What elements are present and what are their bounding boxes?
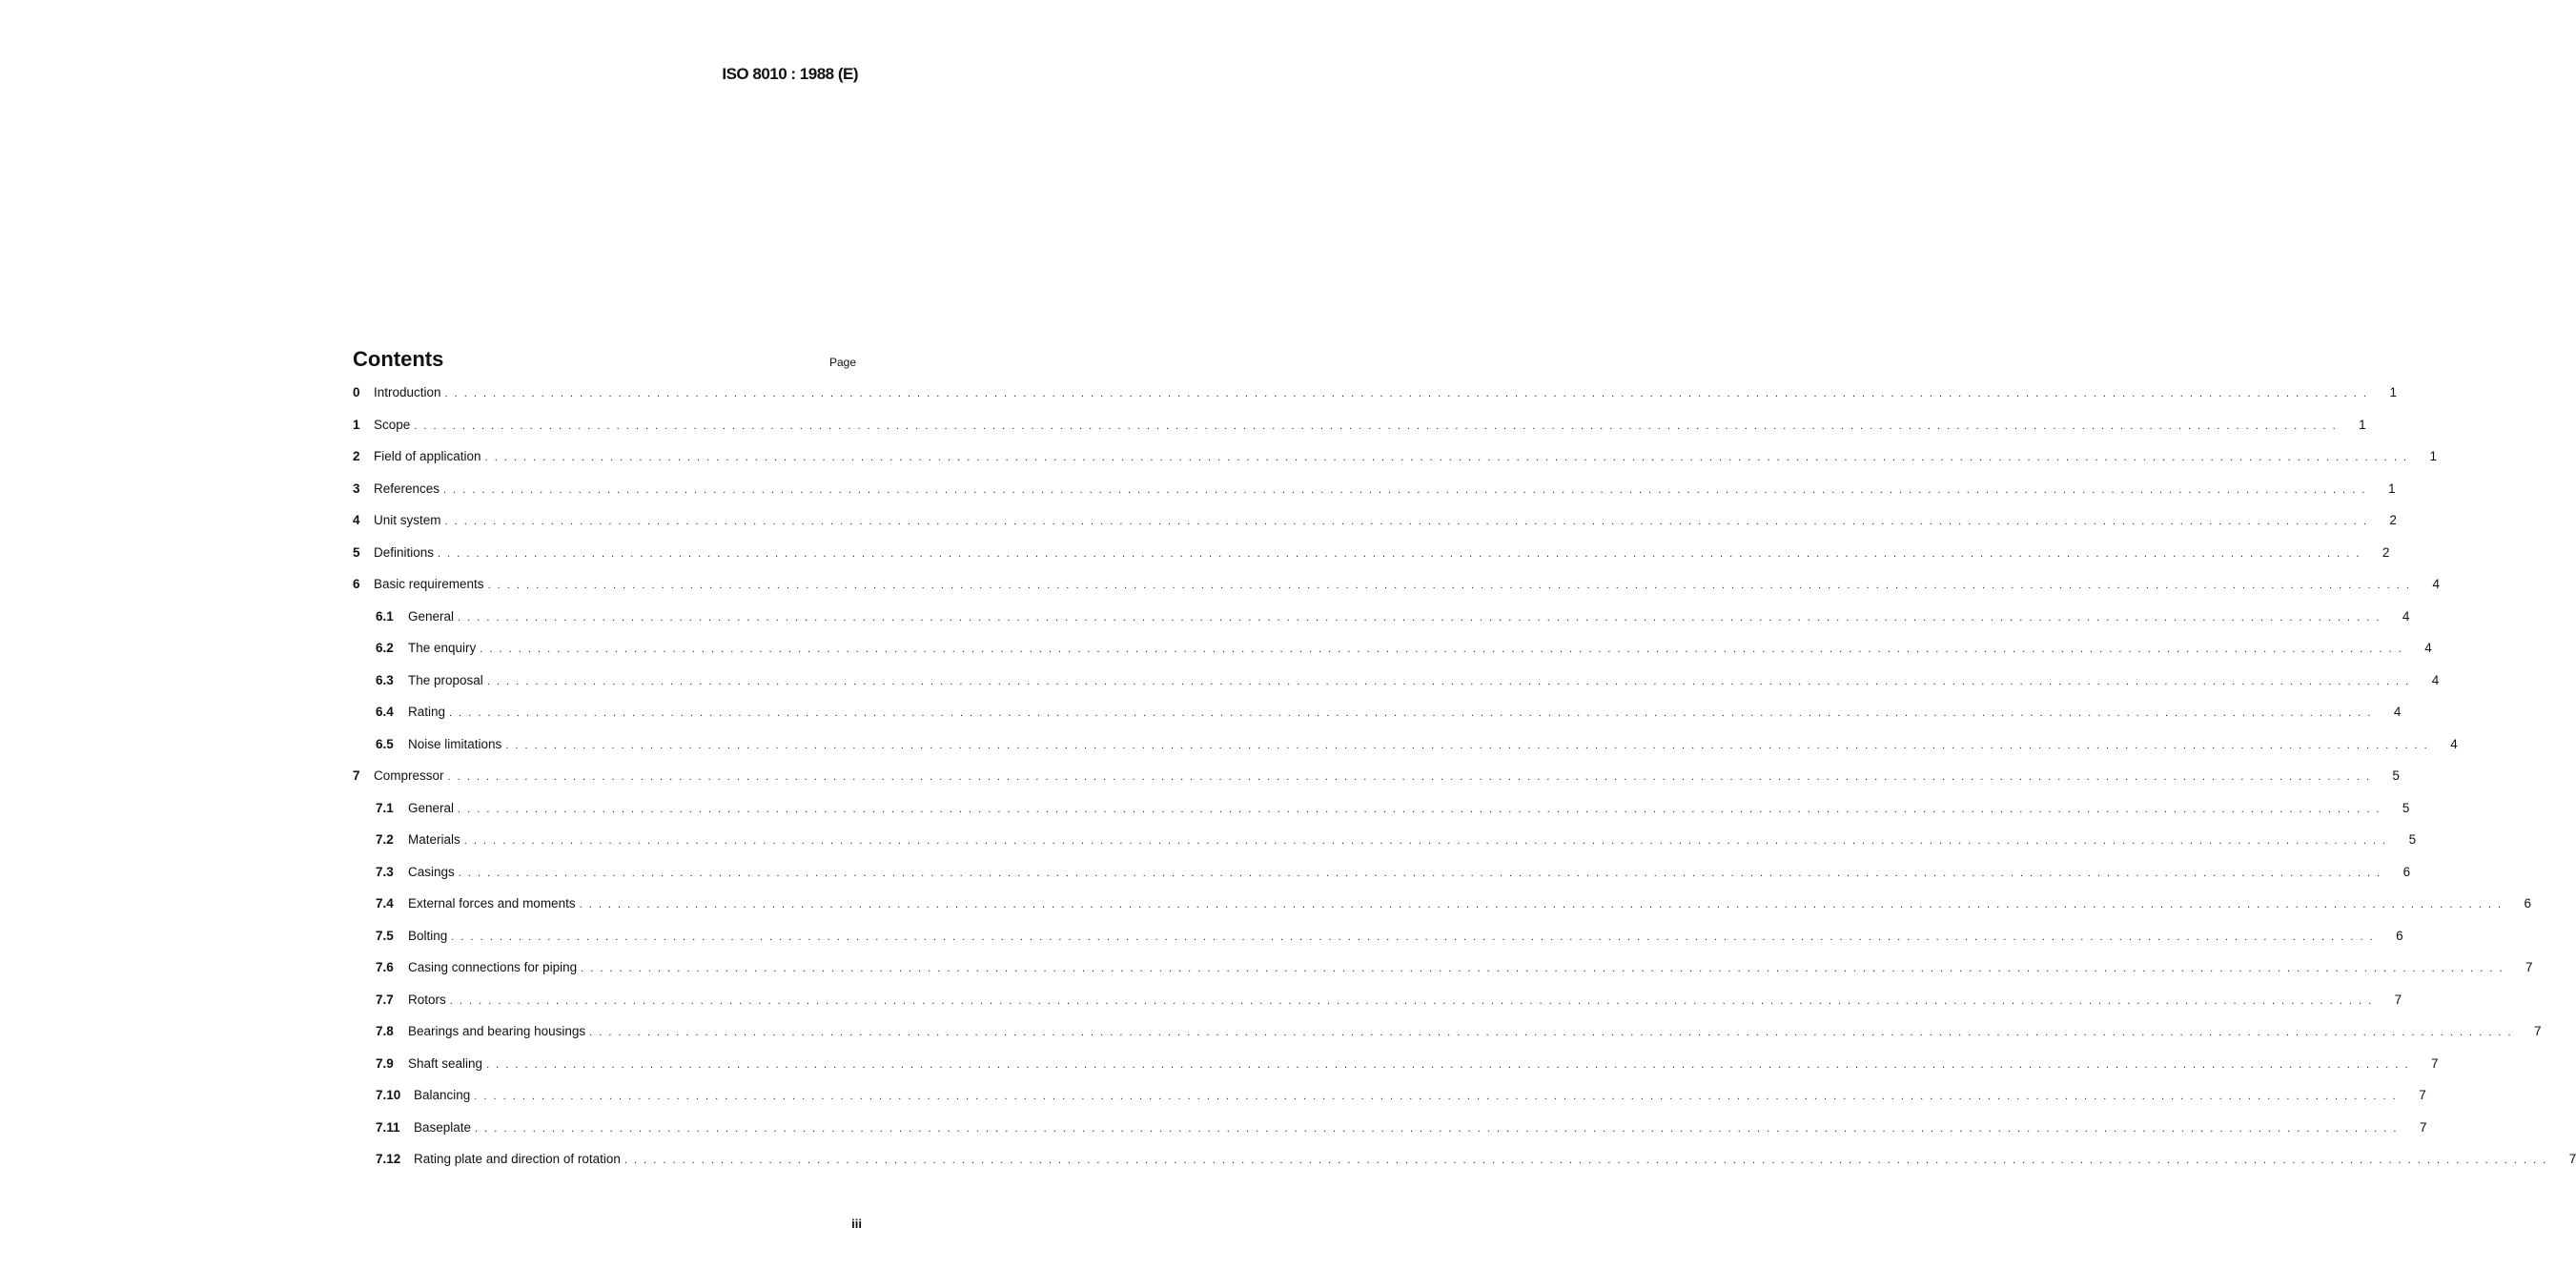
dot-leader: . . . . . . . . . . . . . . . . . . . . . . . . . . . . . . . . . . . . . . . . . . . . . . . . . . . . . . . . . . . . . . . . . . . . . . . . . . . . . . . . . . . . . . . . . . . . . . . . . . . . . . . . . . . . . . . . . . . . . . . . . . . . . . . . . . . . . . . . . . . . . . . . . . . . . . . . . . . . . . . . . . . . . . . . . . . . . . . . . . . . . . . . . . . . . . . . . . . . . . . . <box>480 644 2403 655</box>
toc-entry[interactable] <box>353 513 2397 545</box>
toc-entry-number: 1 <box>353 417 360 432</box>
toc-entry[interactable] <box>353 1024 2542 1056</box>
toc-entry-title: Bolting <box>408 928 448 943</box>
toc-entry-number: 7.1 <box>376 800 394 815</box>
toc-entry-title: Casing connections for piping <box>408 960 578 974</box>
toc-entry-title: The enquiry <box>408 641 477 655</box>
toc-entry-title: Field of application <box>374 449 481 463</box>
toc-entry-page: 4 <box>2432 577 2440 591</box>
dot-leader: . . . . . . . . . . . . . . . . . . . . . . . . . . . . . . . . . . . . . . . . . . . . . . . . . . . . . . . . . . . . . . . . . . . . . . . . . . . . . . . . . . . . . . . . . . . . . . . . . . . . . . . . . . . . . . . . . . . . . . . . . . . . . . . . . . . . . . . . . . . . . . . . . . . . . . . . . . . . . . . . . . . . . . . . . . . . . . . . . . . . . . . . . . . . . . . . . . . . . . . . <box>624 1155 2548 1166</box>
toc-entry[interactable] <box>353 705 2402 737</box>
toc-entry[interactable] <box>353 992 2402 1025</box>
dot-leader: . . . . . . . . . . . . . . . . . . . . . . . . . . . . . . . . . . . . . . . . . . . . . . . . . . . . . . . . . . . . . . . . . . . . . . . . . . . . . . . . . . . . . . . . . . . . . . . . . . . . . . . . . . . . . . . . . . . . . . . . . . . . . . . . . . . . . . . . . . . . . . . . . . . . . . . . . . . . . . . . . . . . . . . . . . . . . . . . . . . . . . . . . . . . . . . . . . . . . . . . <box>414 420 2338 432</box>
toc-entry-number: 7.3 <box>376 864 394 879</box>
dot-leader: . . . . . . . . . . . . . . . . . . . . . . . . . . . . . . . . . . . . . . . . . . . . . . . . . . . . . . . . . . . . . . . . . . . . . . . . . . . . . . . . . . . . . . . . . . . . . . . . . . . . . . . . . . . . . . . . . . . . . . . . . . . . . . . . . . . . . . . . . . . . . . . . . . . . . . . . . . . . . . . . . . . . . . . . . . . . . . . . . . . . . . . . . . . . . . . . . . . . . . . . <box>458 867 2382 879</box>
toc-entry-page: 7 <box>2534 1024 2542 1038</box>
toc-entry-page: 7 <box>2419 1088 2426 1102</box>
toc-entry-page: 5 <box>2392 768 2400 783</box>
toc-entry-title: Noise limitations <box>408 736 502 751</box>
toc-entry-title: Compressor <box>374 768 444 783</box>
toc-entry[interactable] <box>353 449 2437 481</box>
toc-entry-number: 7.6 <box>376 960 394 974</box>
toc-entry-title: The proposal <box>408 672 483 687</box>
toc-entry-page: 1 <box>2389 385 2397 399</box>
toc-entry-number: 7 <box>353 768 360 783</box>
toc-entry[interactable] <box>353 577 2440 609</box>
toc-entry[interactable] <box>353 928 2403 961</box>
toc-entry[interactable] <box>353 544 2390 578</box>
toc-entry-page: 4 <box>2424 641 2432 655</box>
toc-entry[interactable] <box>353 1152 2576 1184</box>
toc-entry-number: 6.3 <box>376 672 394 687</box>
toc-entry-title: External forces and moments <box>408 896 576 911</box>
toc-entry-page: 5 <box>2408 832 2417 847</box>
toc-entry-page: 2 <box>2389 513 2397 527</box>
toc-entry-page: 4 <box>2402 608 2410 624</box>
dot-leader: . . . . . . . . . . . . . . . . . . . . . . . . . . . . . . . . . . . . . . . . . . . . . . . . . . . . . . . . . . . . . . . . . . . . . . . . . . . . . . . . . . . . . . . . . . . . . . . . . . . . . . . . . . . . . . . . . . . . . . . . . . . . . . . . . . . . . . . . . . . . . . . . . . . . . . . . . . . . . . . . . . . . . . . . . . . . . . . . . . . . . . . . . . . . . . . . . . . . . . . . <box>579 899 2503 911</box>
toc-entry[interactable] <box>353 641 2432 673</box>
toc-entry-number: 7.9 <box>376 1055 394 1071</box>
dot-leader: . . . . . . . . . . . . . . . . . . . . . . . . . . . . . . . . . . . . . . . . . . . . . . . . . . . . . . . . . . . . . . . . . . . . . . . . . . . . . . . . . . . . . . . . . . . . . . . . . . . . . . . . . . . . . . . . . . . . . . . . . . . . . . . . . . . . . . . . . . . . . . . . . . . . . . . . . . . . . . . . . . . . . . . . . . . . . . . . . . . . . . . . . . . . . . . . . . . . . . . . <box>505 739 2429 751</box>
toc-entry-number: 6.2 <box>376 641 394 655</box>
toc-entry-number: 7.10 <box>376 1088 401 1102</box>
toc-entry-title: Casings <box>408 864 455 879</box>
toc-entry-number: 0 <box>353 385 360 399</box>
toc-entry-title: Balancing <box>414 1088 471 1102</box>
dot-leader: . . . . . . . . . . . . . . . . . . . . . . . . . . . . . . . . . . . . . . . . . . . . . . . . . . . . . . . . . . . . . . . . . . . . . . . . . . . . . . . . . . . . . . . . . . . . . . . . . . . . . . . . . . . . . . . . . . . . . . . . . . . . . . . . . . . . . . . . . . . . . . . . . . . . . . . . . . . . . . . . . . . . . . . . . . . . . . . . . . . . . . . . . . . . . . . . . . . . . . . . <box>438 547 2361 560</box>
dot-leader: . . . . . . . . . . . . . . . . . . . . . . . . . . . . . . . . . . . . . . . . . . . . . . . . . . . . . . . . . . . . . . . . . . . . . . . . . . . . . . . . . . . . . . . . . . . . . . . . . . . . . . . . . . . . . . . . . . . . . . . . . . . . . . . . . . . . . . . . . . . . . . . . . . . . . . . . . . . . . . . . . . . . . . . . . . . . . . . . . . . . . . . . . . . . . . . . . . . . . . . . <box>487 580 2411 591</box>
toc-page-column-label: Page <box>828 356 856 369</box>
toc-entry-page: 6 <box>2524 896 2531 911</box>
toc-entry-page: 5 <box>2402 800 2410 815</box>
toc-entry-title: Rotors <box>408 992 446 1007</box>
toc-entry-page: 1 <box>2429 449 2437 463</box>
toc-entry[interactable] <box>353 960 2533 993</box>
dot-leader: . . . . . . . . . . . . . . . . . . . . . . . . . . . . . . . . . . . . . . . . . . . . . . . . . . . . . . . . . . . . . . . . . . . . . . . . . . . . . . . . . . . . . . . . . . . . . . . . . . . . . . . . . . . . . . . . . . . . . . . . . . . . . . . . . . . . . . . . . . . . . . . . . . . . . . . . . . . . . . . . . . . . . . . . . . . . . . . . . . . . . . . . . . . . . . . . . . . . . . . . <box>581 963 2504 974</box>
toc-entry-title: Shaft sealing <box>408 1055 483 1071</box>
dot-leader: . . . . . . . . . . . . . . . . . . . . . . . . . . . . . . . . . . . . . . . . . . . . . . . . . . . . . . . . . . . . . . . . . . . . . . . . . . . . . . . . . . . . . . . . . . . . . . . . . . . . . . . . . . . . . . . . . . . . . . . . . . . . . . . . . . . . . . . . . . . . . . . . . . . . . . . . . . . . . . . . . . . . . . . . . . . . . . . . . . . . . . . . . . . . . . . . . . . . . . . . <box>486 1058 2410 1071</box>
toc-entry-number: 4 <box>353 513 360 527</box>
toc-entry[interactable] <box>353 417 2366 450</box>
dot-leader: . . . . . . . . . . . . . . . . . . . . . . . . . . . . . . . . . . . . . . . . . . . . . . . . . . . . . . . . . . . . . . . . . . . . . . . . . . . . . . . . . . . . . . . . . . . . . . . . . . . . . . . . . . . . . . . . . . . . . . . . . . . . . . . . . . . . . . . . . . . . . . . . . . . . . . . . . . . . . . . . . . . . . . . . . . . . . . . . . . . . . . . . . . . . . . . . . . . . . . . . <box>475 1122 2399 1135</box>
toc-entry-number: 7.8 <box>376 1024 394 1038</box>
toc-entry[interactable] <box>353 768 2400 801</box>
toc-entry[interactable] <box>353 1055 2439 1089</box>
toc-entry-title: Scope <box>374 417 411 432</box>
dot-leader: . . . . . . . . . . . . . . . . . . . . . . . . . . . . . . . . . . . . . . . . . . . . . . . . . . . . . . . . . . . . . . . . . . . . . . . . . . . . . . . . . . . . . . . . . . . . . . . . . . . . . . . . . . . . . . . . . . . . . . . . . . . . . . . . . . . . . . . . . . . . . . . . . . . . . . . . . . . . . . . . . . . . . . . . . . . . . . . . . . . . . . . . . . . . . . . . . . . . . . . . <box>444 516 2368 527</box>
toc-entry[interactable] <box>353 1119 2427 1153</box>
dot-leader: . . . . . . . . . . . . . . . . . . . . . . . . . . . . . . . . . . . . . . . . . . . . . . . . . . . . . . . . . . . . . . . . . . . . . . . . . . . . . . . . . . . . . . . . . . . . . . . . . . . . . . . . . . . . . . . . . . . . . . . . . . . . . . . . . . . . . . . . . . . . . . . . . . . . . . . . . . . . . . . . . . . . . . . . . . . . . . . . . . . . . . . . . . . . . . . . . . . . . . . . <box>484 452 2408 463</box>
table-of-contents <box>353 347 2576 1184</box>
toc-entry-number: 5 <box>353 544 360 560</box>
dot-leader: . . . . . . . . . . . . . . . . . . . . . . . . . . . . . . . . . . . . . . . . . . . . . . . . . . . . . . . . . . . . . . . . . . . . . . . . . . . . . . . . . . . . . . . . . . . . . . . . . . . . . . . . . . . . . . . . . . . . . . . . . . . . . . . . . . . . . . . . . . . . . . . . . . . . . . . . . . . . . . . . . . . . . . . . . . . . . . . . . . . . . . . . . . . . . . . . . . . . . . . . <box>474 1091 2398 1102</box>
dot-leader: . . . . . . . . . . . . . . . . . . . . . . . . . . . . . . . . . . . . . . . . . . . . . . . . . . . . . . . . . . . . . . . . . . . . . . . . . . . . . . . . . . . . . . . . . . . . . . . . . . . . . . . . . . . . . . . . . . . . . . . . . . . . . . . . . . . . . . . . . . . . . . . . . . . . . . . . . . . . . . . . . . . . . . . . . . . . . . . . . . . . . . . . . . . . . . . . . . . . . . . . <box>451 931 2375 943</box>
toc-entry[interactable] <box>353 481 2396 514</box>
toc-entry-page: 7 <box>2430 1055 2439 1071</box>
toc-entry-title: Introduction <box>374 385 441 399</box>
toc-entry-page: 6 <box>2396 928 2403 943</box>
toc-entry-page: 4 <box>2450 736 2458 751</box>
toc-entry[interactable] <box>353 864 2411 897</box>
toc-entry-page: 7 <box>2525 960 2533 974</box>
toc-entry-number: 6.4 <box>376 705 394 719</box>
toc-entry-page: 4 <box>2393 705 2402 719</box>
toc-entry-number: 7.7 <box>376 992 394 1007</box>
dot-leader: . . . . . . . . . . . . . . . . . . . . . . . . . . . . . . . . . . . . . . . . . . . . . . . . . . . . . . . . . . . . . . . . . . . . . . . . . . . . . . . . . . . . . . . . . . . . . . . . . . . . . . . . . . . . . . . . . . . . . . . . . . . . . . . . . . . . . . . . . . . . . . . . . . . . . . . . . . . . . . . . . . . . . . . . . . . . . . . . . . . . . . . . . . . . . . . . . . . . . . . . <box>444 388 2368 399</box>
toc-entry-title: General <box>408 800 455 815</box>
toc-entry-page: 4 <box>2431 672 2440 687</box>
toc-header <box>353 347 858 385</box>
page-number: iii <box>851 1217 862 1231</box>
toc-entry-page: 1 <box>2387 481 2396 496</box>
toc-entry-title: Rating plate and direction of rotation <box>414 1152 621 1166</box>
toc-entry-page: 7 <box>2568 1152 2576 1166</box>
toc-entry-page: 2 <box>2382 544 2390 560</box>
toc-entry[interactable] <box>353 832 2417 865</box>
toc-entry-number: 2 <box>353 449 360 463</box>
dot-leader: . . . . . . . . . . . . . . . . . . . . . . . . . . . . . . . . . . . . . . . . . . . . . . . . . . . . . . . . . . . . . . . . . . . . . . . . . . . . . . . . . . . . . . . . . . . . . . . . . . . . . . . . . . . . . . . . . . . . . . . . . . . . . . . . . . . . . . . . . . . . . . . . . . . . . . . . . . . . . . . . . . . . . . . . . . . . . . . . . . . . . . . . . . . . . . . . . . . . . . . . <box>463 835 2388 847</box>
toc-entry-title: Unit system <box>374 513 441 527</box>
toc-entry-title: Definitions <box>374 544 435 560</box>
toc-entry[interactable] <box>353 800 2410 833</box>
toc-entry-number: 7.12 <box>376 1152 401 1166</box>
toc-entry-title: Materials <box>408 832 460 847</box>
dot-leader: . . . . . . . . . . . . . . . . . . . . . . . . . . . . . . . . . . . . . . . . . . . . . . . . . . . . . . . . . . . . . . . . . . . . . . . . . . . . . . . . . . . . . . . . . . . . . . . . . . . . . . . . . . . . . . . . . . . . . . . . . . . . . . . . . . . . . . . . . . . . . . . . . . . . . . . . . . . . . . . . . . . . . . . . . . . . . . . . . . . . . . . . . . . . . . . . . . . . . . . . <box>589 1027 2513 1038</box>
dot-leader: . . . . . . . . . . . . . . . . . . . . . . . . . . . . . . . . . . . . . . . . . . . . . . . . . . . . . . . . . . . . . . . . . . . . . . . . . . . . . . . . . . . . . . . . . . . . . . . . . . . . . . . . . . . . . . . . . . . . . . . . . . . . . . . . . . . . . . . . . . . . . . . . . . . . . . . . . . . . . . . . . . . . . . . . . . . . . . . . . . . . . . . . . . . . . . . . . . . . . . . . <box>447 771 2371 783</box>
dot-leader: . . . . . . . . . . . . . . . . . . . . . . . . . . . . . . . . . . . . . . . . . . . . . . . . . . . . . . . . . . . . . . . . . . . . . . . . . . . . . . . . . . . . . . . . . . . . . . . . . . . . . . . . . . . . . . . . . . . . . . . . . . . . . . . . . . . . . . . . . . . . . . . . . . . . . . . . . . . . . . . . . . . . . . . . . . . . . . . . . . . . . . . . . . . . . . . . . . . . . . . . <box>458 611 2382 624</box>
toc-entry-number: 6.5 <box>376 736 394 751</box>
toc-entry-page: 7 <box>2394 992 2402 1007</box>
toc-entry-page: 1 <box>2359 417 2366 432</box>
toc-entry[interactable] <box>353 608 2410 642</box>
toc-entry-title: General <box>408 608 455 624</box>
toc-entry[interactable] <box>353 385 2397 418</box>
dot-leader: . . . . . . . . . . . . . . . . . . . . . . . . . . . . . . . . . . . . . . . . . . . . . . . . . . . . . . . . . . . . . . . . . . . . . . . . . . . . . . . . . . . . . . . . . . . . . . . . . . . . . . . . . . . . . . . . . . . . . . . . . . . . . . . . . . . . . . . . . . . . . . . . . . . . . . . . . . . . . . . . . . . . . . . . . . . . . . . . . . . . . . . . . . . . . . . . . . . . . . . . <box>486 675 2411 687</box>
toc-entry-number: 7.4 <box>376 896 394 911</box>
toc-entry-number: 7.11 <box>376 1119 400 1135</box>
document-header: ISO 8010 : 1988 (E) <box>722 65 858 83</box>
toc-title: Contents <box>353 347 444 371</box>
toc-entry-number: 6 <box>353 577 360 591</box>
dot-leader: . . . . . . . . . . . . . . . . . . . . . . . . . . . . . . . . . . . . . . . . . . . . . . . . . . . . . . . . . . . . . . . . . . . . . . . . . . . . . . . . . . . . . . . . . . . . . . . . . . . . . . . . . . . . . . . . . . . . . . . . . . . . . . . . . . . . . . . . . . . . . . . . . . . . . . . . . . . . . . . . . . . . . . . . . . . . . . . . . . . . . . . . . . . . . . . . . . . . . . . . <box>449 707 2373 719</box>
dot-leader: . . . . . . . . . . . . . . . . . . . . . . . . . . . . . . . . . . . . . . . . . . . . . . . . . . . . . . . . . . . . . . . . . . . . . . . . . . . . . . . . . . . . . . . . . . . . . . . . . . . . . . . . . . . . . . . . . . . . . . . . . . . . . . . . . . . . . . . . . . . . . . . . . . . . . . . . . . . . . . . . . . . . . . . . . . . . . . . . . . . . . . . . . . . . . . . . . . . . . . . . <box>449 994 2374 1007</box>
toc-entry-number: 7.5 <box>376 928 394 943</box>
toc-entry-title: Rating <box>408 705 446 719</box>
toc-entry-title: Baseplate <box>414 1119 472 1135</box>
toc-entry-title: References <box>374 481 440 496</box>
toc-list <box>353 385 2576 1184</box>
toc-entry-title: Basic requirements <box>374 577 484 591</box>
toc-entry-number: 3 <box>353 481 360 496</box>
toc-entry-page: 6 <box>2402 864 2411 879</box>
dot-leader: . . . . . . . . . . . . . . . . . . . . . . . . . . . . . . . . . . . . . . . . . . . . . . . . . . . . . . . . . . . . . . . . . . . . . . . . . . . . . . . . . . . . . . . . . . . . . . . . . . . . . . . . . . . . . . . . . . . . . . . . . . . . . . . . . . . . . . . . . . . . . . . . . . . . . . . . . . . . . . . . . . . . . . . . . . . . . . . . . . . . . . . . . . . . . . . . . . . . . . . . <box>458 803 2382 815</box>
dot-leader: . . . . . . . . . . . . . . . . . . . . . . . . . . . . . . . . . . . . . . . . . . . . . . . . . . . . . . . . . . . . . . . . . . . . . . . . . . . . . . . . . . . . . . . . . . . . . . . . . . . . . . . . . . . . . . . . . . . . . . . . . . . . . . . . . . . . . . . . . . . . . . . . . . . . . . . . . . . . . . . . . . . . . . . . . . . . . . . . . . . . . . . . . . . . . . . . . . . . . . . . <box>443 483 2367 496</box>
toc-entry[interactable] <box>353 896 2531 929</box>
toc-entry-page: 7 <box>2419 1119 2427 1135</box>
toc-entry[interactable] <box>353 672 2440 706</box>
toc-entry-number: 6.1 <box>376 608 394 624</box>
toc-entry[interactable] <box>353 736 2458 769</box>
toc-entry[interactable] <box>353 1088 2426 1120</box>
toc-entry-title: Bearings and bearing housings <box>408 1024 586 1038</box>
toc-entry-number: 7.2 <box>376 832 394 847</box>
